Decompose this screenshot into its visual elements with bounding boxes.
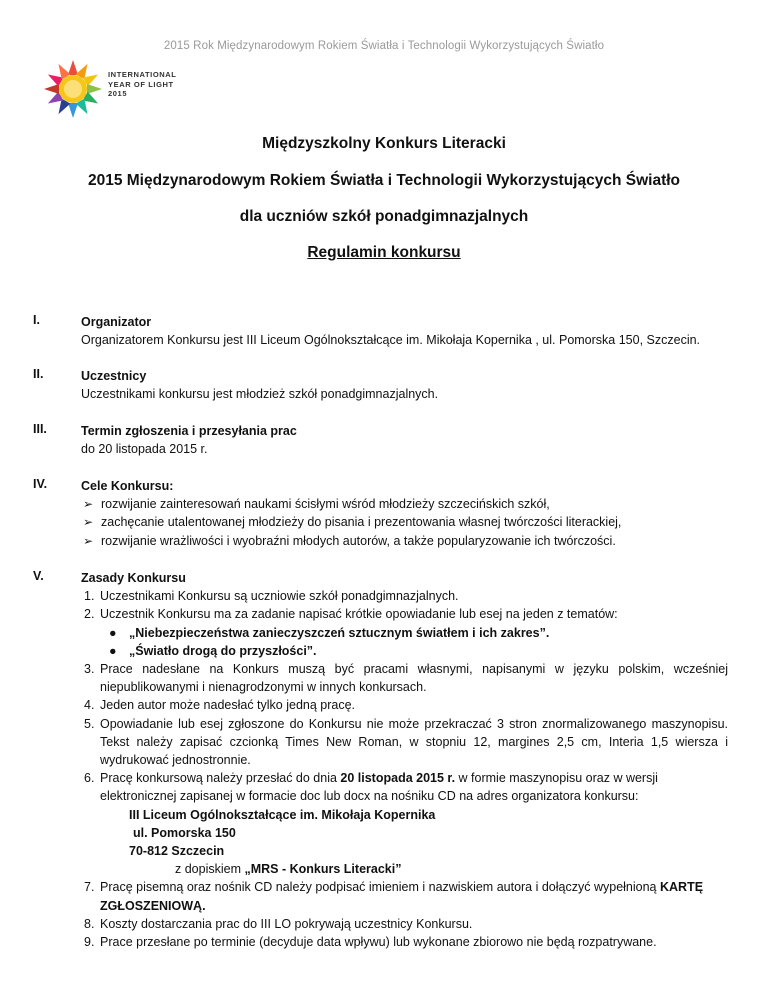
topic-item <box>81 642 728 660</box>
list-item-text: Pracę pisemną oraz nośnik CD należy podpisać imieniem i nazwiskiem autora i dołączyć wypełnioną <box>100 880 660 895</box>
list-item: 3. Prace nadesłane na Konkurs muszą być pracami własnymi, napisanymi w języku polskim, wcześniej niepublikowanymi i nienagrodzonymi w innych konkursach. <box>84 662 728 695</box>
section-number: III. <box>33 422 47 436</box>
section-heading: Uczestnicy <box>81 369 147 383</box>
topic-text: „Światło drogą do przyszłości”. <box>129 643 317 658</box>
list-item-text: w formie maszynopisu oraz w wersji elektronicznej zapisanej w formacie doc lub docx na nośniku CD na adres organizatora konkursu: <box>100 771 658 804</box>
address-line: ul. Pomorska 150 <box>133 825 236 840</box>
list-item: 5. Opowiadanie lub esej zgłoszone do Konkursu nie może przekraczać 3 stron znormalizowanego maszynopisu. Tekst należy zapisać czcionką Times New Roman, w stopniu 12, margines 2,5 cm, Interia 1,5 wiersza i wydrukować jednostronnie. <box>84 716 728 768</box>
topic-text: „Niebezpieczeństwa zanieczyszczeń sztucznym światłem i ich zakres”. <box>129 625 550 640</box>
bullet-icon: ● <box>109 625 117 640</box>
section-rules <box>81 569 728 951</box>
list-item-text: Uczestnik Konkursu ma za zadanie napisać krótkie opowiadanie lub esej na jeden z tematów: <box>100 607 618 622</box>
iyl-logo <box>42 58 202 118</box>
section-text: do 20 listopada 2015 r. <box>81 442 208 457</box>
sun-logo-icon <box>42 58 104 120</box>
page-header: 2015 Rok Międzynarodowym Rokiem Światła i Technologii Wykorzystujących Światło <box>163 40 605 52</box>
address-line: III Liceum Ogólnokształcące im. Mikołaja Kopernika <box>129 807 436 822</box>
list-item-text: Prace nadesłane na Konkurs muszą być pracami własnymi, napisanymi w języku polskim, wcześniej niepublikowanymi i nienagrodzonymi w innych konkursach. <box>100 662 728 695</box>
list-item: 1. Uczestnikami Konkursu są uczniowie szkół ponadgimnazjalnych. <box>84 589 459 604</box>
logo-line: INTERNATIONAL <box>108 70 177 79</box>
section-goals <box>81 477 728 550</box>
address-note <box>81 860 728 878</box>
section-number: II. <box>33 367 44 381</box>
section-organizer <box>81 313 728 349</box>
logo-line: YEAR OF LIGHT <box>108 79 174 89</box>
section-number: I. <box>33 313 40 327</box>
title-year: 2015 Międzynarodowym Rokiem Światła i Technologii Wykorzystujących Światło <box>87 172 681 189</box>
section-heading: Cele Konkursu: <box>81 479 174 493</box>
list-item: 2. Uczestnik Konkursu ma za zadanie napisać krótkie opowiadanie lub esej na jeden z tematów: <box>84 607 618 622</box>
address-line: 70-812 Szczecin <box>129 844 225 859</box>
arrow-bullet-icon: ➢ <box>83 497 94 512</box>
list-item-text: rozwijanie wrażliwości i wyobraźni młodych autorów, a także popularyzowanie ich twórczości. <box>101 533 616 548</box>
section-text: Organizatorem Konkursu jest III Liceum Ogólnokształcące im. Mikołaja Kopernika , ul. Pomorska 150, Szczecin. <box>81 333 701 348</box>
address-note-label: „MRS - Konkurs Literacki” <box>244 862 402 877</box>
list-item <box>81 513 728 531</box>
section-deadline <box>81 422 728 458</box>
list-item-text: Koszty dostarczania prac do III LO pokrywają uczestnicy Konkursu. <box>100 916 473 931</box>
list-item <box>81 495 728 513</box>
list-item-text: Opowiadanie lub esej zgłoszone do Konkursu nie może przekraczać 3 stron znormalizowanego maszynopisu. Tekst należy zapisać czcionką Times New Roman, w stopniu 12, margines 2,5 cm, Interia 1,5 wiersza i wydrukować jednostronnie. <box>100 716 728 768</box>
list-item: 8. Koszty dostarczania prac do III LO pokrywają uczestnicy Konkursu. <box>84 916 473 931</box>
title-contest: Międzyszkolny Konkurs Literacki <box>262 135 506 152</box>
arrow-bullet-icon: ➢ <box>83 515 94 530</box>
list-item: 9. Prace przesłane po terminie (decyduje data wpływu) lub wykonane zbiorowo nie będą rozpatrywane. <box>84 935 657 950</box>
title-audience: dla uczniów szkół ponadgimnazjalnych <box>239 208 529 225</box>
section-number: IV. <box>33 477 48 491</box>
logo-text <box>108 70 177 99</box>
list-item-text: rozwijanie zainteresowań naukami ścisłymi wśród młodzieży szczecińskich szkół, <box>101 497 550 512</box>
logo-line: 2015 <box>108 89 128 98</box>
section-heading: Termin zgłoszenia i przesyłania prac <box>81 424 297 438</box>
section-heading: Zasady Konkursu <box>81 571 186 585</box>
arrow-bullet-icon: ➢ <box>83 533 94 548</box>
address-note-prefix: z dopiskiem <box>175 862 245 877</box>
list-item: 7. Pracę pisemną oraz nośnik CD należy podpisać imieniem i nazwiskiem autora i dołączyć wypełnioną KARTĘ ZGŁOSZENIOWĄ. <box>84 880 704 913</box>
form-label: KARTĘ ZGŁOSZENIOWĄ. <box>100 880 704 913</box>
deadline-date: 20 listopada 2015 r. <box>340 771 456 786</box>
list-item-text: zachęcanie utalentowanej młodzieży do pisania i prezentowania własnej twórczości literackiej, <box>101 515 622 530</box>
section-number: V. <box>33 569 44 583</box>
section-text: Uczestnikami konkursu jest młodzież szkół ponadgimnazjalnych. <box>81 387 439 402</box>
list-item <box>81 532 728 550</box>
topic-item <box>81 624 728 642</box>
section-heading: Organizator <box>81 315 152 329</box>
list-item-text: Pracę konkursową należy przesłać do dnia <box>100 771 341 786</box>
bullet-icon: ● <box>109 643 117 658</box>
section-participants <box>81 367 728 403</box>
list-item: 6. Pracę konkursową należy przesłać do dnia 20 listopada 2015 r. w formie maszynopisu oraz w wersji elektronicznej zapisanej w formacie doc lub docx na nośniku CD na adres organizatora konkursu: <box>84 771 658 804</box>
list-item-text: Prace przesłane po terminie (decyduje data wpływu) lub wykonane zbiorowo nie będą rozpatrywane. <box>100 935 657 950</box>
list-item-text: Uczestnikami Konkursu są uczniowie szkół ponadgimnazjalnych. <box>100 589 459 604</box>
list-item-text: Jeden autor może nadesłać tylko jedną pracę. <box>100 698 356 713</box>
list-item: 4. Jeden autor może nadesłać tylko jedną pracę. <box>84 698 356 713</box>
title-regulations: Regulamin konkursu <box>307 244 461 261</box>
